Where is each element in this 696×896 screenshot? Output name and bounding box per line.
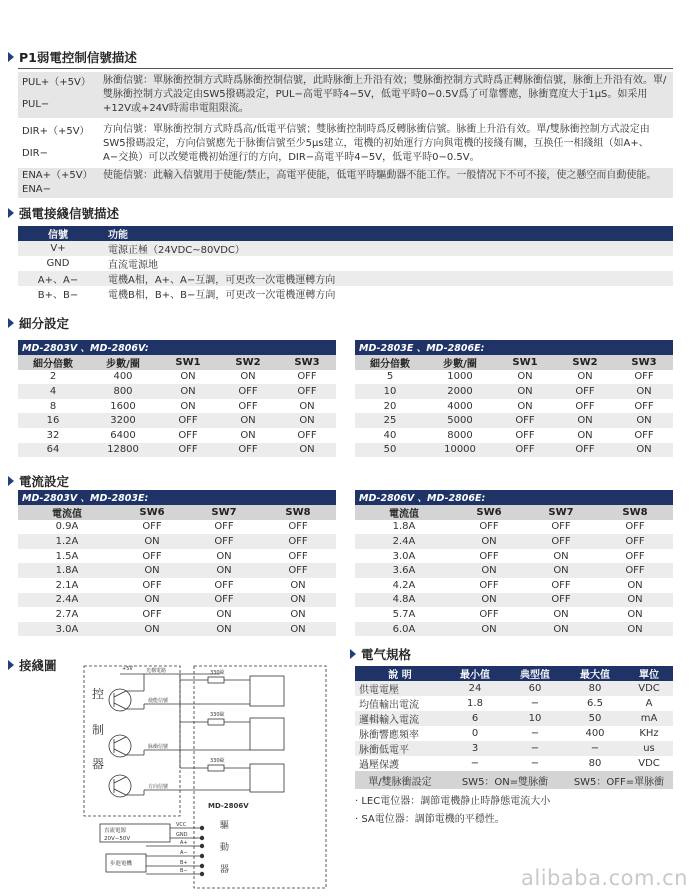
terminal-label: B−	[180, 868, 188, 874]
table-cell: 1.2A	[18, 534, 116, 549]
pul-label: 脉衝信號	[148, 744, 169, 750]
resistor-label: 330歐	[210, 712, 225, 718]
driver-char: 器	[220, 865, 230, 875]
terminal-label: VCC	[176, 822, 187, 828]
table-cell: OFF	[625, 550, 645, 562]
table-cell: ON	[597, 593, 673, 608]
table-row	[18, 428, 336, 443]
table-cell: −	[505, 741, 565, 756]
table-cell: OFF	[297, 371, 317, 383]
table-cell: ON	[495, 384, 555, 399]
table-cell: 過壓保護	[359, 760, 399, 771]
model-label: MD-2803V 、MD-2803E:	[18, 490, 336, 505]
table-cell: 直流電源地	[108, 260, 158, 271]
microstep-table-left	[18, 340, 336, 457]
table-header: 功能	[98, 226, 673, 241]
table-cell: ON	[260, 622, 336, 637]
table-cell: −	[530, 728, 540, 739]
table-row	[355, 443, 673, 458]
table-cell: 60	[505, 681, 565, 696]
table-row	[355, 549, 673, 564]
table-cell: OFF	[479, 608, 499, 620]
section-title-wiring: 接綫圖	[8, 656, 57, 674]
current-table-left	[18, 490, 336, 636]
table-cell: 6.5	[587, 698, 603, 709]
table-cell: 400	[113, 371, 133, 383]
table-header: 典型值	[505, 666, 565, 681]
table-cell: 6400	[110, 429, 136, 441]
table-cell: OFF	[278, 384, 336, 399]
table-row	[355, 428, 673, 443]
table-cell: V+	[18, 241, 98, 256]
table-cell: 400	[585, 728, 605, 739]
table-cell: 4	[18, 384, 88, 399]
table-cell: 3.0A	[18, 622, 116, 637]
table-cell: ON	[278, 443, 336, 458]
table-cell: OFF	[575, 400, 595, 412]
table-row	[355, 384, 673, 399]
table-cell: OFF	[178, 429, 198, 441]
table-cell: ON	[290, 608, 306, 620]
table-cell: 64	[18, 443, 88, 458]
dir-label: 方向信號	[148, 784, 169, 790]
table-cell: KHz	[639, 728, 659, 739]
terminal-label: B+	[180, 860, 188, 866]
table-cell: OFF	[555, 443, 615, 458]
table-row	[355, 563, 673, 578]
note-sa: · SA電位器：調節電機的平穩性。	[355, 814, 505, 825]
table-cell: 4.8A	[355, 593, 453, 608]
table-cell: OFF	[238, 400, 258, 412]
table-cell: 電源正極（24VDC~80VDC）	[98, 241, 673, 256]
table-row	[355, 726, 673, 741]
table-row	[355, 593, 673, 608]
wiring-diagram	[80, 660, 335, 892]
table-cell: −	[530, 758, 540, 769]
table-cell: ON	[597, 622, 673, 637]
table-header: 最小值	[445, 666, 505, 681]
table-cell: 0.9A	[55, 521, 79, 533]
table-cell: ON	[299, 400, 315, 412]
table-cell: 50	[355, 443, 425, 458]
table-cell: 800	[88, 384, 158, 399]
table-cell: OFF	[479, 521, 499, 533]
table-cell: 1000	[447, 371, 473, 383]
table-cell: ON	[216, 608, 232, 620]
table-header: SW2	[218, 355, 278, 370]
table-row	[18, 384, 336, 399]
mode-cell: SW5：OFF=單脉衝	[565, 771, 673, 789]
table-header: 細分倍數	[18, 355, 88, 370]
table-cell: OFF	[288, 550, 308, 562]
table-cell: OFF	[188, 593, 260, 608]
table-header: 信號	[18, 226, 98, 241]
table-cell: 脉衝低電平	[355, 741, 445, 756]
triangle-marker-icon	[350, 649, 356, 659]
signal-row-pul	[18, 72, 673, 118]
table-cell: OFF	[188, 534, 260, 549]
table-cell: ON	[188, 563, 260, 578]
table-cell: ON	[453, 593, 525, 608]
table-cell: ON	[555, 413, 615, 428]
table-cell: OFF	[597, 534, 673, 549]
table-cell: −	[565, 741, 625, 756]
section-title-weak-signal: P1弱電控制信號描述	[8, 48, 137, 66]
table-cell: ON	[180, 400, 196, 412]
table-cell: OFF	[634, 371, 654, 383]
terminal-label: GND	[176, 832, 188, 838]
triangle-marker-icon	[8, 476, 14, 486]
table-cell: 0	[471, 728, 479, 739]
table-cell: OFF	[288, 521, 308, 533]
table-cell: 6	[445, 711, 505, 726]
table-cell: OFF	[479, 579, 499, 591]
table-cell: A	[645, 698, 653, 709]
model-label: MD-2803V 、MD-2806V:	[18, 340, 336, 355]
table-header: 步數/圈	[88, 355, 158, 370]
table-row	[18, 593, 336, 608]
table-cell: ON	[116, 534, 188, 549]
electrical-spec-table	[355, 666, 673, 789]
controller-char: 控	[92, 687, 105, 701]
table-cell: ON	[116, 593, 188, 608]
table-row	[18, 534, 336, 549]
table-cell: OFF	[214, 521, 234, 533]
current-table-right	[355, 490, 673, 636]
table-cell: −	[470, 758, 480, 769]
table-cell: OFF	[158, 443, 218, 458]
table-cell: 2.7A	[55, 608, 79, 620]
signal-label: DIR+（+5V）	[22, 126, 90, 137]
signal-label: ENA−	[22, 184, 52, 195]
table-cell: 6.0A	[355, 622, 453, 637]
table-row	[355, 607, 673, 622]
table-cell: OFF	[479, 550, 499, 562]
table-cell: OFF	[525, 534, 597, 549]
table-row	[18, 578, 336, 593]
table-cell: ON	[615, 384, 673, 399]
table-cell: ON	[627, 608, 643, 620]
table-header: SW2	[555, 355, 615, 370]
table-cell: 1.8A	[392, 521, 416, 533]
table-cell: OFF	[515, 429, 535, 441]
table-cell: 32	[46, 429, 60, 441]
table-cell: OFF	[214, 579, 234, 591]
table-row	[355, 534, 673, 549]
table-row	[18, 370, 336, 385]
signal-row-dir	[18, 121, 673, 167]
table-cell: ON	[180, 371, 196, 383]
table-cell: 80	[588, 758, 602, 769]
table-cell: ON	[260, 593, 336, 608]
table-cell: 5.7A	[392, 608, 416, 620]
table-cell: OFF	[218, 443, 278, 458]
controller-char: 制	[92, 723, 105, 737]
driver-char: 動	[220, 843, 230, 853]
table-row	[355, 711, 673, 726]
v5-label: +5V	[122, 666, 133, 672]
supply-label: 直流電源	[104, 828, 127, 834]
table-cell: 20	[383, 400, 397, 412]
signal-label: PUL+（+5V）	[22, 77, 91, 88]
table-header: SW7	[525, 505, 597, 520]
table-header: SW6	[453, 505, 525, 520]
section-title-microstep: 細分設定	[8, 314, 69, 332]
table-cell: ON	[218, 413, 278, 428]
table-row	[355, 399, 673, 414]
table-header: 電流值	[355, 505, 453, 520]
table-cell: 脉衝響應頻率	[359, 730, 419, 741]
table-cell: ON	[577, 429, 593, 441]
section-title-power-signal: 强電接綫信號描述	[8, 204, 119, 222]
table-cell: A+、A−	[18, 271, 98, 286]
table-cell: 2.4A	[18, 593, 116, 608]
table-cell: OFF	[551, 521, 571, 533]
table-cell: ON	[517, 371, 533, 383]
mode-row	[355, 771, 673, 789]
table-row	[18, 622, 336, 637]
table-cell: ON	[453, 534, 525, 549]
table-cell: OFF	[555, 384, 615, 399]
table-cell: OFF	[634, 400, 654, 412]
model-label: MD-2803E 、MD-2806E:	[355, 340, 673, 355]
resistor-label: 330歐	[210, 670, 225, 676]
table-cell: ON	[116, 563, 188, 578]
table-cell: ON	[615, 443, 673, 458]
table-header: SW8	[597, 505, 673, 520]
table-cell: 5000	[425, 413, 495, 428]
table-row	[18, 520, 336, 535]
section-title-current: 電流設定	[8, 472, 69, 490]
table-cell: OFF	[142, 579, 162, 591]
table-header: 電流值	[18, 505, 116, 520]
table-cell: 2.4A	[355, 534, 453, 549]
signal-description: 脉衝信號：單脉衝控制方式時爲脉衝控制信號，此時脉衝上升沿有效；雙脉衝控制方式時爲正轉脉衝信號，脉衝上升沿有效。單/雙脉衝控制方式設定由SW5撥碼設定，PUL−高電平時4−5V，低電平時0−0.5V爲了可靠響應，脉衝寬度大于1μS。如采用+12V或+24V時需串電阻限流。	[103, 75, 667, 114]
table-header-row	[355, 355, 673, 370]
table-cell: 8	[49, 400, 57, 412]
table-cell: ON	[278, 413, 336, 428]
table-cell: ON	[116, 622, 188, 637]
table-cell: OFF	[260, 563, 336, 578]
table-header: SW3	[278, 355, 336, 370]
table-cell: OFF	[297, 429, 317, 441]
table-row	[18, 549, 336, 564]
table-cell: VDC	[625, 681, 673, 696]
table-cell: 電機A相，A+、A−互調，可更改一次電機運轉方向	[98, 271, 673, 286]
triangle-marker-icon	[8, 660, 14, 670]
signal-row-ena	[18, 168, 673, 198]
table-row	[355, 520, 673, 535]
table-cell: OFF	[634, 429, 654, 441]
resistor-label: 330歐	[210, 758, 225, 764]
table-cell: 1.5A	[55, 550, 79, 562]
table-row	[355, 622, 673, 637]
triangle-marker-icon	[8, 52, 14, 62]
controller-char: 器	[92, 757, 105, 771]
mode-cell: 單/雙脉衝設定	[355, 771, 445, 789]
table-cell: 5	[386, 371, 394, 383]
ena-label: 使能信號	[148, 698, 169, 704]
triangle-marker-icon	[8, 208, 14, 218]
table-row	[355, 756, 673, 771]
table-cell: ON	[216, 550, 232, 562]
table-row	[18, 399, 336, 414]
table-cell: VDC	[638, 758, 660, 769]
table-header-row	[18, 355, 336, 370]
table-row	[355, 413, 673, 428]
mode-cell: SW5：ON=雙脉衝	[445, 771, 565, 789]
table-row	[18, 413, 336, 428]
table-cell: 1.8A	[18, 563, 116, 578]
note-lec: · LEC電位器：調節電機静止時静態電流大小	[355, 796, 551, 807]
table-header: SW3	[615, 355, 673, 370]
table-header: SW8	[260, 505, 336, 520]
table-cell: 12800	[88, 443, 158, 458]
table-header: 細分倍數	[355, 355, 425, 370]
table-cell: 1600	[110, 400, 136, 412]
table-cell: OFF	[495, 413, 555, 428]
table-row	[18, 607, 336, 622]
table-cell: us	[625, 741, 673, 756]
table-cell: 供電電壓	[355, 681, 445, 696]
table-cell: 2.1A	[55, 579, 79, 591]
table-cell: 3200	[88, 413, 158, 428]
table-cell: OFF	[142, 550, 162, 562]
table-cell: ON	[615, 413, 673, 428]
table-cell: 80	[565, 681, 625, 696]
divider	[18, 68, 673, 69]
table-cell: 8000	[447, 429, 473, 441]
table-cell: 10000	[425, 443, 495, 458]
table-header-row	[355, 505, 673, 520]
terminal-label: A−	[180, 850, 188, 856]
table-cell: 4000	[447, 400, 473, 412]
table-cell: ON	[453, 563, 525, 578]
signal-label: PUL−	[22, 99, 50, 110]
table-cell: OFF	[142, 521, 162, 533]
table-cell: 16	[18, 413, 88, 428]
table-header: SW7	[188, 505, 260, 520]
table-header: SW6	[116, 505, 188, 520]
driver-box	[194, 666, 326, 888]
table-cell: 均值輸出電流	[359, 700, 419, 711]
table-cell: 25	[355, 413, 425, 428]
table-cell: ON	[553, 550, 569, 562]
table-cell: 1.8	[467, 698, 483, 709]
table-cell: OFF	[158, 413, 218, 428]
table-cell: ON	[525, 563, 597, 578]
table-cell: 3.6A	[355, 563, 453, 578]
table-cell: 2	[49, 371, 57, 383]
signal-description: 方向信號：單脉衝控制方式時爲高/低電平信號；雙脉衝控制時爲反轉脉衝信號。脉衝上升沿有效。單/雙脉衝控制方式設定由SW5撥碼設定，方向信號應先于脉衝信號至少5μs建立，電機的初始運行方向與電機的接綫有關，互换任一相綫組（如A+、A−交换）可以改變電機初始運行的方向，DIR−高電平時4−5V，低電平時0−0.5V。	[103, 124, 650, 163]
signal-label: DIR−	[22, 148, 48, 159]
table-cell: OFF	[597, 563, 673, 578]
signal-label: ENA+（+5V）	[22, 170, 93, 181]
table-cell: ON	[158, 384, 218, 399]
table-row	[355, 741, 673, 756]
watermark: alibaba.com.cn	[521, 866, 688, 890]
top-label: 光耦電路	[146, 668, 167, 674]
table-cell: 10	[355, 384, 425, 399]
table-cell: OFF	[142, 608, 162, 620]
table-cell: GND	[46, 258, 70, 269]
table-cell: 4.2A	[392, 579, 416, 591]
table-cell: OFF	[551, 579, 571, 591]
table-cell: 24	[445, 681, 505, 696]
table-cell: 40	[383, 429, 397, 441]
table-cell: ON	[525, 622, 597, 637]
table-header: 最大值	[565, 666, 625, 681]
table-cell: OFF	[260, 534, 336, 549]
table-cell: OFF	[625, 521, 645, 533]
table-cell: OFF	[495, 443, 555, 458]
table-header: 步數/圈	[425, 355, 495, 370]
driver-char: 驅	[220, 821, 230, 831]
model-label: MD-2806V 、MD-2806E:	[355, 490, 673, 505]
table-cell: 3.0A	[392, 550, 416, 562]
table-cell: ON	[290, 579, 306, 591]
table-cell: ON	[627, 579, 643, 591]
table-cell: OFF	[218, 384, 278, 399]
table-cell: B+、B−	[37, 290, 79, 301]
table-row	[355, 370, 673, 385]
table-header: SW1	[158, 355, 218, 370]
table-cell: 邏輯輸入電流	[355, 711, 445, 726]
table-cell: ON	[453, 622, 525, 637]
table-cell: 10	[505, 711, 565, 726]
table-row	[355, 696, 673, 711]
table-row	[18, 443, 336, 458]
table-cell: 電機B相，B+、B−互調，可更改一次電機運轉方向	[108, 290, 336, 301]
table-cell: mA	[625, 711, 673, 726]
table-cell: ON	[553, 608, 569, 620]
table-header-row	[18, 505, 336, 520]
table-row	[18, 563, 336, 578]
table-cell: −	[530, 698, 540, 709]
table-header: 單位	[625, 666, 673, 681]
table-cell: OFF	[525, 593, 597, 608]
supply-label: 20V−50V	[104, 836, 131, 842]
table-header: SW1	[495, 355, 555, 370]
table-cell: ON	[517, 400, 533, 412]
table-cell: 3	[445, 741, 505, 756]
terminal-label: A+	[180, 840, 188, 846]
driver-model: MD-2806V	[208, 802, 249, 810]
table-header: 說 明	[355, 666, 445, 681]
table-row	[355, 578, 673, 593]
table-cell: ON	[240, 371, 256, 383]
triangle-marker-icon	[8, 318, 14, 328]
power-signal-table	[18, 226, 673, 301]
motor-label: 步進電機	[110, 861, 133, 867]
microstep-table-right	[355, 340, 673, 457]
table-row	[355, 681, 673, 696]
table-cell: ON	[577, 371, 593, 383]
table-cell: 2000	[425, 384, 495, 399]
table-header-row	[355, 666, 673, 681]
table-cell: ON	[240, 429, 256, 441]
signal-description: 使能信號：此輸入信號用于使能/禁止，高電平使能，低電平時驅動器不能工作。一般情况下不可不接，使之懸空而自動使能。	[103, 170, 657, 181]
table-cell: 50	[565, 711, 625, 726]
table-cell: ON	[188, 622, 260, 637]
section-title-electrical: 電气規格	[350, 645, 411, 663]
